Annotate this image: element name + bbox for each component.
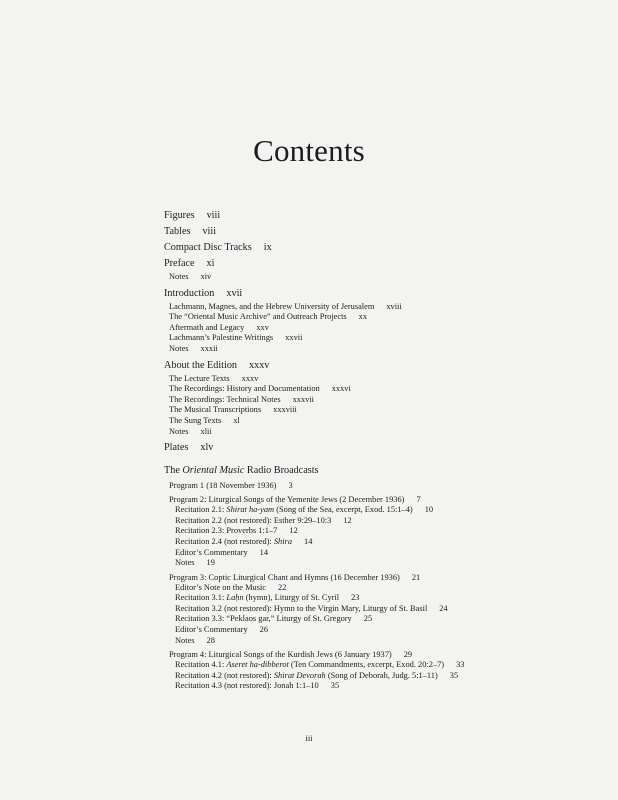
toc-subentry[interactable]: The Recordings: History and Documentation xxxvi bbox=[169, 384, 351, 394]
page-ref: 12 bbox=[343, 515, 352, 525]
toc-entry-introduction[interactable]: Introduction xvii bbox=[164, 287, 243, 299]
program-subentries bbox=[175, 505, 584, 569]
program-entry[interactable]: Program 3: Coptic Liturgical Chant and Hymns (16 December 1936) 21 bbox=[169, 572, 421, 582]
toc-entry-figures[interactable]: Figures viii bbox=[164, 210, 221, 221]
toc-subentry[interactable]: Recitation 3.3: “Peklaos gar,” Liturgy of St. Gregory 25 bbox=[175, 614, 373, 624]
page-ref: 12 bbox=[289, 526, 298, 536]
toc-entry-about-edition[interactable]: About the Edition xxxv bbox=[164, 359, 270, 371]
page-ref: xiv bbox=[200, 272, 212, 281]
page-ref: xxxv bbox=[241, 373, 259, 383]
program-entry[interactable]: Program 1 (18 November 1936) 3 bbox=[169, 481, 293, 491]
toc-subentry[interactable]: Lachmann’s Palestine Writings xxvii bbox=[169, 333, 303, 343]
toc-subentry[interactable]: Recitation 4.2 (not restored): Shirat Devorah (Song of Deborah, Judg. 5:1–11) 35 bbox=[175, 670, 459, 680]
page-ref: viii bbox=[206, 210, 221, 221]
page-ref: 21 bbox=[411, 572, 421, 582]
toc-subentry[interactable]: The Sung Texts xl bbox=[169, 415, 240, 425]
page-ref: xxvii bbox=[285, 333, 303, 343]
toc-subentry[interactable]: Notes 19 bbox=[175, 558, 215, 568]
toc-subentry[interactable]: Notes xiv bbox=[169, 272, 212, 281]
toc-subentry[interactable]: Lachmann, Magnes, and the Hebrew University of Jerusalem xviii bbox=[169, 301, 402, 311]
page-ref: xxxii bbox=[200, 343, 218, 353]
page-ref: xxxviii bbox=[273, 405, 297, 415]
page-title: Contents bbox=[253, 133, 365, 168]
toc-entry-tables[interactable]: Tables viii bbox=[164, 226, 217, 237]
edition-subentries bbox=[169, 374, 584, 438]
page-ref: 14 bbox=[259, 547, 269, 557]
toc-entry-plates[interactable]: Plates xlv bbox=[164, 442, 214, 454]
page-ref: 24 bbox=[439, 603, 448, 613]
program-subentries bbox=[175, 660, 584, 692]
page-ref: xxxvii bbox=[292, 394, 314, 404]
introduction-subentries bbox=[169, 302, 584, 355]
toc-subentry[interactable]: Notes xlii bbox=[169, 426, 212, 436]
toc-subentry[interactable]: Editor’s Note on the Music 22 bbox=[175, 582, 287, 592]
page-ref: 3 bbox=[288, 481, 293, 491]
toc-subentry[interactable]: Recitation 2.2 (not restored): Esther 9:29–10:3 12 bbox=[175, 515, 352, 525]
page-ref: 25 bbox=[363, 614, 373, 624]
page-ref: xxxvi bbox=[331, 384, 351, 394]
page-ref: xx bbox=[358, 312, 368, 322]
page-ref: 23 bbox=[351, 593, 360, 603]
page-ref: xxv bbox=[256, 322, 269, 332]
page-ref: xvii bbox=[226, 287, 243, 299]
page-ref: ix bbox=[263, 242, 272, 253]
page-ref: 19 bbox=[206, 558, 215, 568]
page-ref: 26 bbox=[259, 625, 269, 635]
page-number: iii bbox=[305, 733, 313, 743]
program-entry[interactable]: Program 4: Liturgical Songs of the Kurdish Jews (6 January 1937) 29 bbox=[169, 650, 413, 660]
toc-subentry[interactable]: Recitation 2.3: Proverbs 1:1–7 12 bbox=[175, 526, 298, 536]
page-ref: 29 bbox=[403, 650, 413, 660]
toc-subentry[interactable]: The Musical Transcriptions xxxviii bbox=[169, 405, 297, 415]
page-ref: xxxv bbox=[249, 359, 270, 371]
toc-subentry[interactable]: Recitation 3.2 (not restored): Hymn to the Virgin Mary, Liturgy of St. Basil 24 bbox=[175, 603, 448, 613]
page-ref: 33 bbox=[456, 660, 465, 670]
page-ref: xlv bbox=[200, 442, 214, 454]
toc-subentry[interactable]: Recitation 4.1: Aseret ha-dibberot (Ten Commandments, excerpt, Exod. 20:2–7) 33 bbox=[175, 660, 465, 670]
toc-subentry[interactable]: Recitation 2.1: Shirat ha-yam (Song of the Sea, excerpt, Exod. 15:1–4) 10 bbox=[175, 505, 434, 515]
table-of-contents bbox=[164, 208, 584, 695]
toc-subentry[interactable]: The “Oriental Music Archive” and Outreach Projects xx bbox=[169, 312, 368, 322]
page-ref: viii bbox=[202, 226, 217, 237]
page-ref: 35 bbox=[330, 681, 340, 691]
page-ref: 10 bbox=[424, 505, 434, 515]
toc-subentry[interactable]: The Recordings: Technical Notes xxxvii bbox=[169, 394, 314, 404]
program-3 bbox=[169, 572, 584, 647]
program-1 bbox=[169, 480, 584, 491]
toc-subentry[interactable]: Recitation 4.3 (not restored): Jonah 1:1–10 35 bbox=[175, 681, 340, 691]
program-subentries bbox=[175, 583, 584, 647]
program-4 bbox=[169, 649, 584, 692]
program-entry[interactable]: Program 2: Liturgical Songs of the Yemenite Jews (2 December 1936) 7 bbox=[169, 495, 421, 505]
toc-subentry[interactable]: Aftermath and Legacy xxv bbox=[169, 322, 269, 332]
toc-entry-preface[interactable]: Preface xi bbox=[164, 258, 215, 269]
page-ref: 35 bbox=[449, 670, 459, 680]
page-ref: xl bbox=[233, 415, 240, 425]
preface-subentries bbox=[169, 272, 584, 283]
page-ref: 28 bbox=[206, 635, 215, 645]
toc-subentry[interactable]: Recitation 3.1: Laḥn (hymn), Liturgy of St. Cyril 23 bbox=[175, 593, 360, 603]
toc-subentry[interactable]: Editor’s Commentary 26 bbox=[175, 625, 269, 635]
toc-subentry[interactable]: Editor’s Commentary 14 bbox=[175, 547, 269, 557]
page-ref: 14 bbox=[304, 536, 313, 546]
toc-subentry[interactable]: Recitation 2.4 (not restored): Shira 14 bbox=[175, 536, 313, 546]
toc-subentry[interactable]: The Lecture Texts xxxv bbox=[169, 373, 259, 383]
program-2 bbox=[169, 494, 584, 569]
page-ref: xlii bbox=[200, 426, 212, 436]
page-ref: xi bbox=[206, 258, 215, 269]
section-title-radio-broadcasts[interactable]: The Oriental Music Radio Broadcasts bbox=[164, 465, 319, 477]
page-ref: 22 bbox=[278, 582, 287, 592]
toc-entry-cd-tracks[interactable]: Compact Disc Tracks ix bbox=[164, 242, 272, 253]
page-ref: 7 bbox=[416, 495, 421, 505]
toc-subentry[interactable]: Notes 28 bbox=[175, 635, 215, 645]
toc-subentry[interactable]: Notes xxxii bbox=[169, 343, 218, 353]
page-ref: xviii bbox=[386, 301, 402, 311]
